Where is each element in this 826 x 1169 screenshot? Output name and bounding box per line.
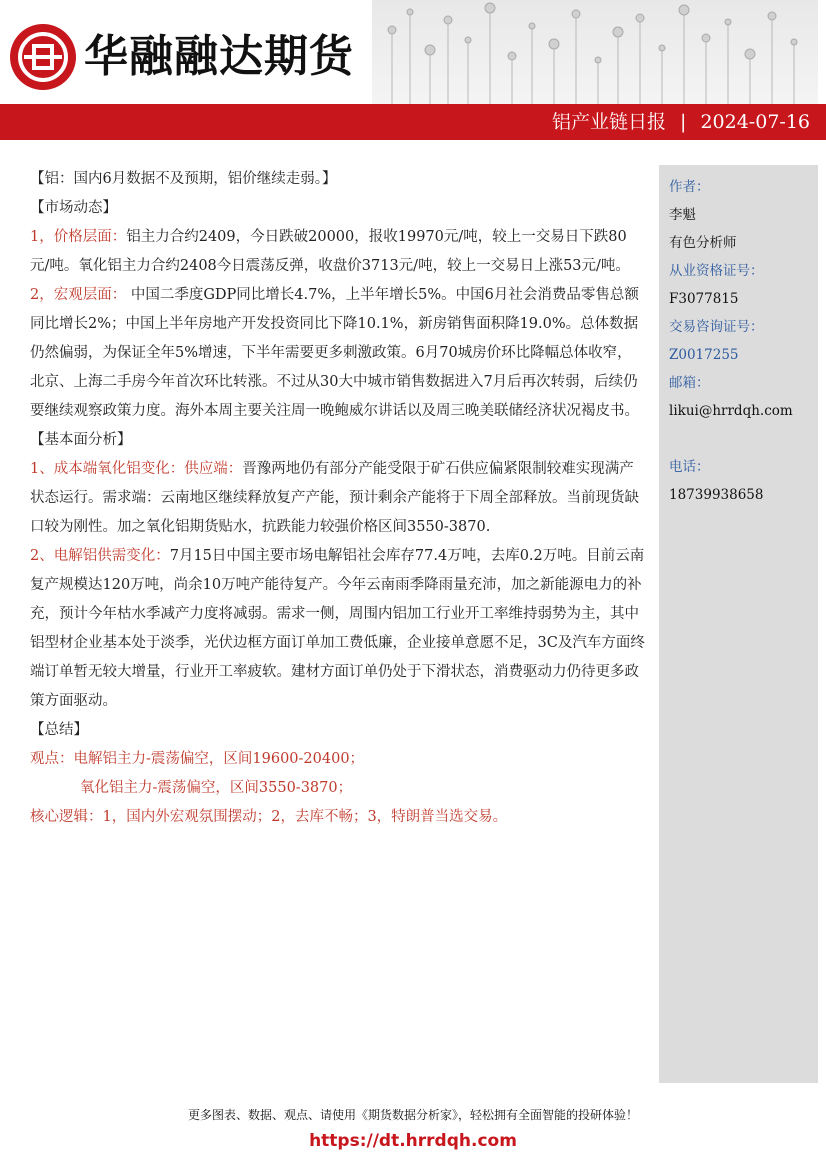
email-label: 邮箱： bbox=[669, 375, 710, 391]
cost-text: 晋豫两地仍有部分产能受限于矿石供应偏紧限制较难实现满产状态运行。需求端：云南地区继续释放复产产能，预计剩余产能将于下周全部释放。当前现货缺口较为刚性。加之氧化铝期货贴水，抗跌能力较强价格区间3550-3870. bbox=[30, 461, 639, 535]
header-decoration bbox=[372, 0, 818, 104]
author-role: 有色分析师 bbox=[669, 235, 737, 251]
macro-text: 中国二季度GDP同比增长4.7%，上半年增长5%。中国6月社会消费品零售总额同比增长2%；中国上半年房地产开发投资同比下降10.1%，新房销售面积降19.0%。总体数据仍然偏弱，为保证全年5%增速，下半年需要更多刺激政策。6月70城房价环比降幅总体收窄，北京、上海二手房今年首次环比转涨。不过从30大中城市销售数据进入7月后再次转弱，后续仍要继续观察政策力度。海外本周主要关注周一晚鲍威尔讲话以及周三晚美联储经济状况褐皮书。 bbox=[30, 287, 639, 419]
supply-paragraph bbox=[30, 542, 645, 716]
author-sidebar bbox=[659, 165, 818, 1083]
consult-number: Z0017255 bbox=[669, 347, 739, 363]
price-label: 1，价格层面： bbox=[30, 229, 127, 245]
section-summary: 【总结】 bbox=[30, 722, 88, 738]
price-paragraph bbox=[30, 223, 645, 281]
supply-text: 7月15日中国主要市场电解铝社会库存77.4万吨，去库0.2万吨。目前云南复产规模达120万吨，尚余10万吨产能待复产。今年云南雨季降雨量充沛，加之新能源电力的补充，预计今年枯水季减产力度将减弱。需求一侧，周围内铝加工行业开工率维持弱势为主，其中铝型材企业基本处于淡季，光伏边框方面订单加工费低廉，企业接单意愿不足，3C及汽车方面终端订单暂无较大增量，行业开工率疲软。建材方面订单仍处于下滑状态，消费驱动力仍待更多政策方面驱动。 bbox=[30, 548, 645, 709]
view-line-2: 氧化铝主力-震荡偏空，区间3550-3870； bbox=[80, 780, 353, 796]
company-logo bbox=[10, 24, 76, 90]
qualification-number: F3077815 bbox=[669, 291, 739, 307]
cost-paragraph bbox=[30, 455, 645, 542]
report-title bbox=[552, 111, 810, 133]
report-date: 2024-07-16 bbox=[700, 111, 810, 133]
view-line-1: 观点：电解铝主力-震荡偏空，区间19600-20400； bbox=[30, 751, 365, 767]
email-address[interactable]: likui@hrrdqh.com bbox=[669, 403, 793, 419]
footer-promo: 更多图表、数据、观点、请使用《期货数据分析家》，轻松拥有全面智能的投研体验！ bbox=[187, 1108, 638, 1122]
logic-line: 核心逻辑：1，国内外宏观氛围摆动；2，去库不畅；3，特朗普当选交易。 bbox=[30, 809, 508, 825]
price-text: 铝主力合约2409，今日跌破20000，报收19970元/吨，较上一交易日下跌80元/吨。氧化铝主力合约2408今日震荡反弹，收盘价3713元/吨，较上一交易日上涨53元/吨。 bbox=[30, 229, 630, 274]
supply-label: 2、电解铝供需变化： bbox=[30, 548, 170, 564]
report-name: 铝产业链日报 bbox=[552, 111, 667, 133]
macro-label: 2，宏观层面： bbox=[30, 287, 127, 303]
report-header bbox=[0, 0, 826, 140]
section-market: 【市场动态】 bbox=[30, 200, 117, 216]
brand-name: 华融融达期货 bbox=[84, 31, 354, 82]
author-name: 李魁 bbox=[669, 207, 696, 223]
consult-label: 交易咨询证号： bbox=[669, 319, 764, 335]
qualification-label: 从业资格证号： bbox=[669, 263, 764, 279]
phone-label: 电话： bbox=[669, 459, 710, 475]
author-label: 作者： bbox=[669, 179, 710, 195]
footer-url-link[interactable]: https://dt.hrrdqh.com bbox=[309, 1131, 517, 1151]
title-separator: | bbox=[680, 111, 687, 133]
section-fundamental: 【基本面分析】 bbox=[30, 432, 132, 448]
headline: 【铝：国内6月数据不及预期，铝价继续走弱。】 bbox=[30, 171, 337, 187]
report-body bbox=[30, 165, 645, 832]
title-bar bbox=[0, 104, 826, 140]
cost-label: 1、成本端氧化铝变化：供应端： bbox=[30, 461, 243, 477]
phone-number: 18739938658 bbox=[669, 487, 764, 503]
macro-paragraph bbox=[30, 281, 645, 426]
